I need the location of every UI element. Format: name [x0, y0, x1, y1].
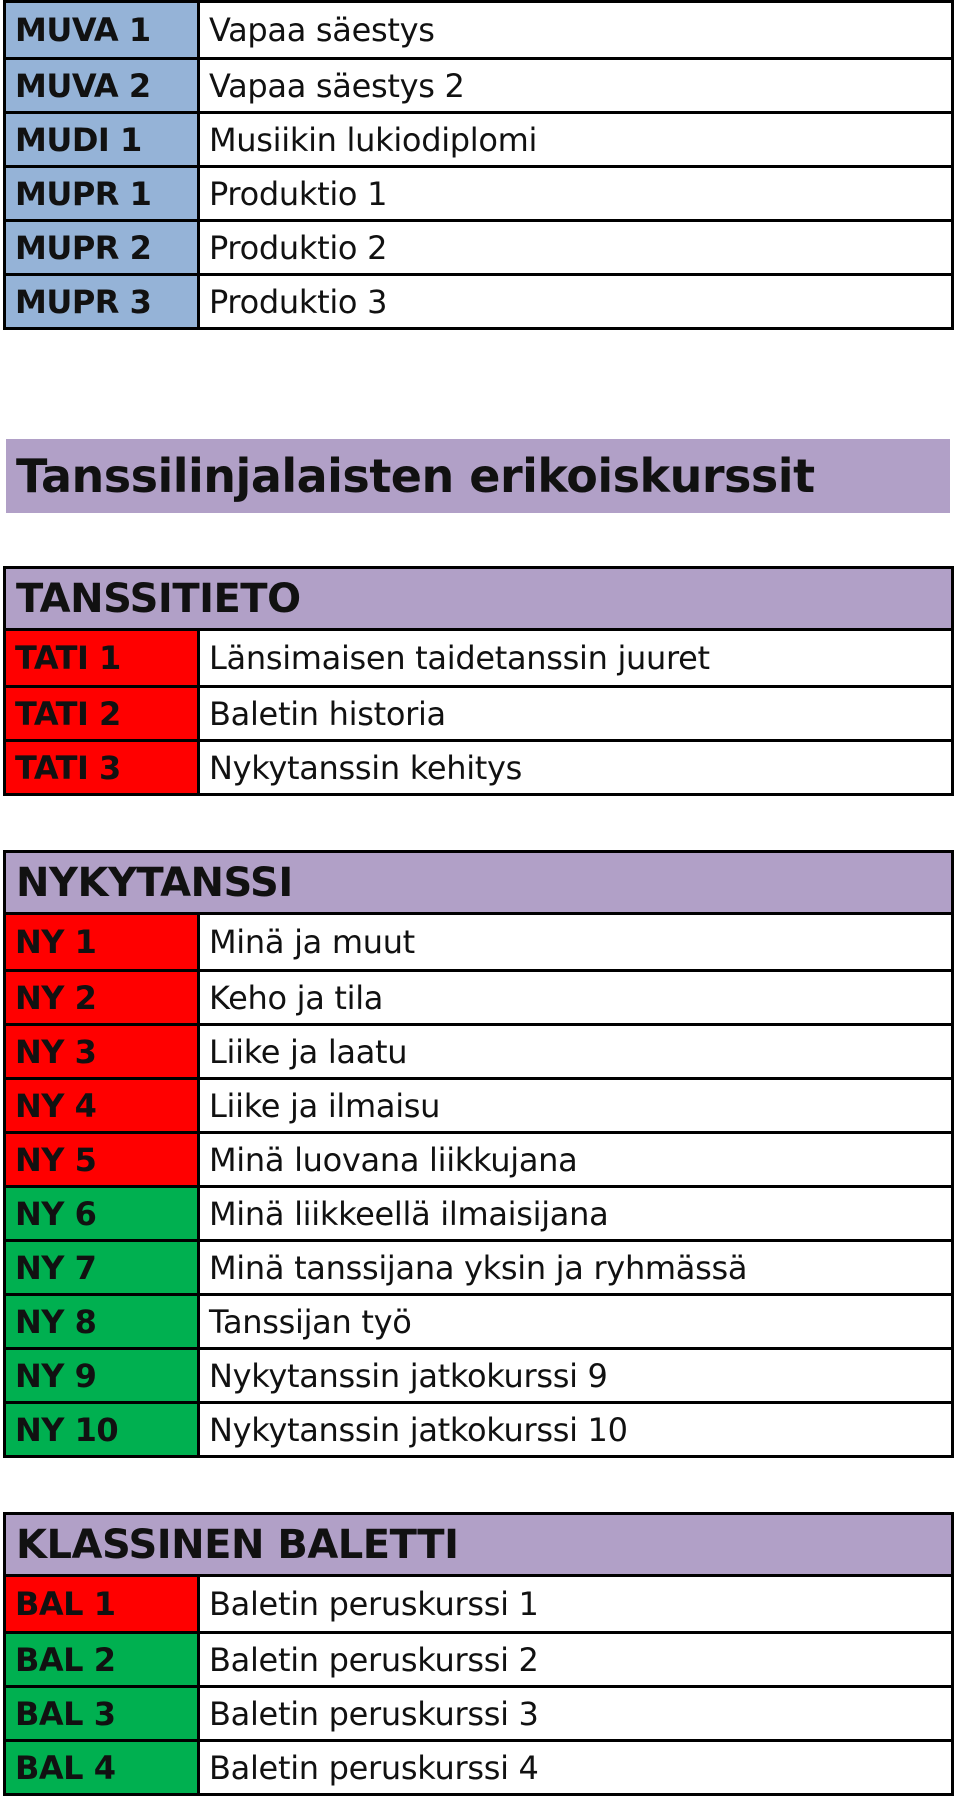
course-name: Produktio 2	[200, 222, 951, 273]
course-code: BAL 3	[6, 1688, 200, 1739]
table-heading: NYKYTANSSI	[6, 853, 951, 915]
course-code: TATI 1	[6, 631, 200, 685]
table-row	[6, 1293, 951, 1347]
table-row	[6, 165, 951, 219]
course-name: Minä ja muut	[200, 915, 951, 969]
table-heading: TANSSITIETO	[6, 569, 951, 631]
course-name: Liike ja ilmaisu	[200, 1080, 951, 1131]
table-row	[6, 1401, 951, 1455]
table-row	[6, 915, 951, 969]
course-code: NY 10	[6, 1404, 200, 1455]
course-code: TATI 2	[6, 688, 200, 739]
course-name: Produktio 1	[200, 168, 951, 219]
table-row	[6, 739, 951, 793]
table-row	[6, 1631, 951, 1685]
course-code: NY 6	[6, 1188, 200, 1239]
course-name: Baletin peruskurssi 4	[200, 1742, 951, 1793]
course-code: NY 4	[6, 1080, 200, 1131]
course-name: Tanssijan työ	[200, 1296, 951, 1347]
table-row	[6, 57, 951, 111]
course-name: Nykytanssin jatkokurssi 9	[200, 1350, 951, 1401]
course-name: Länsimaisen taidetanssin juuret	[200, 631, 951, 685]
table-row	[6, 1077, 951, 1131]
course-code: TATI 3	[6, 742, 200, 793]
table-row	[6, 1023, 951, 1077]
table-row	[6, 1131, 951, 1185]
tanssitieto-table	[3, 566, 954, 796]
course-name: Nykytanssin jatkokurssi 10	[200, 1404, 951, 1455]
course-name: Keho ja tila	[200, 972, 951, 1023]
course-code: NY 7	[6, 1242, 200, 1293]
table-row	[6, 1185, 951, 1239]
course-name: Produktio 3	[200, 276, 951, 327]
table-row	[6, 3, 951, 57]
table-row	[6, 1739, 951, 1793]
nykytanssi-table	[3, 850, 954, 1458]
course-code: NY 3	[6, 1026, 200, 1077]
course-code: NY 2	[6, 972, 200, 1023]
course-name: Baletin peruskurssi 2	[200, 1634, 951, 1685]
course-code: BAL 4	[6, 1742, 200, 1793]
course-code: MUPR 3	[6, 276, 200, 327]
table-row	[6, 1239, 951, 1293]
course-code: NY 9	[6, 1350, 200, 1401]
table-row	[6, 273, 951, 327]
table-row	[6, 1347, 951, 1401]
table-row	[6, 111, 951, 165]
course-name: Nykytanssin kehitys	[200, 742, 951, 793]
course-name: Minä luovana liikkujana	[200, 1134, 951, 1185]
course-name: Vapaa säestys	[200, 3, 951, 57]
course-code: MUVA 1	[6, 3, 200, 57]
course-name: Baletin peruskurssi 3	[200, 1688, 951, 1739]
course-name: Minä liikkeellä ilmaisijana	[200, 1188, 951, 1239]
section-title: Tanssilinjalaisten erikoiskurssit	[6, 439, 950, 513]
table-row	[6, 685, 951, 739]
course-name: Baletin historia	[200, 688, 951, 739]
course-code: NY 8	[6, 1296, 200, 1347]
course-code: MUDI 1	[6, 114, 200, 165]
table-row	[6, 631, 951, 685]
music-course-table	[3, 0, 954, 330]
course-name: Vapaa säestys 2	[200, 60, 951, 111]
course-name: Liike ja laatu	[200, 1026, 951, 1077]
course-code: MUPR 1	[6, 168, 200, 219]
course-name: Baletin peruskurssi 1	[200, 1577, 951, 1631]
course-code: MUVA 2	[6, 60, 200, 111]
course-name: Minä tanssijana yksin ja ryhmässä	[200, 1242, 951, 1293]
course-code: BAL 2	[6, 1634, 200, 1685]
course-code: BAL 1	[6, 1577, 200, 1631]
baletti-table	[3, 1512, 954, 1796]
course-code: NY 5	[6, 1134, 200, 1185]
table-row	[6, 1685, 951, 1739]
course-code: NY 1	[6, 915, 200, 969]
table-heading: KLASSINEN BALETTI	[6, 1515, 951, 1577]
course-name: Musiikin lukiodiplomi	[200, 114, 951, 165]
table-row	[6, 219, 951, 273]
course-code: MUPR 2	[6, 222, 200, 273]
table-row	[6, 1577, 951, 1631]
table-row	[6, 969, 951, 1023]
